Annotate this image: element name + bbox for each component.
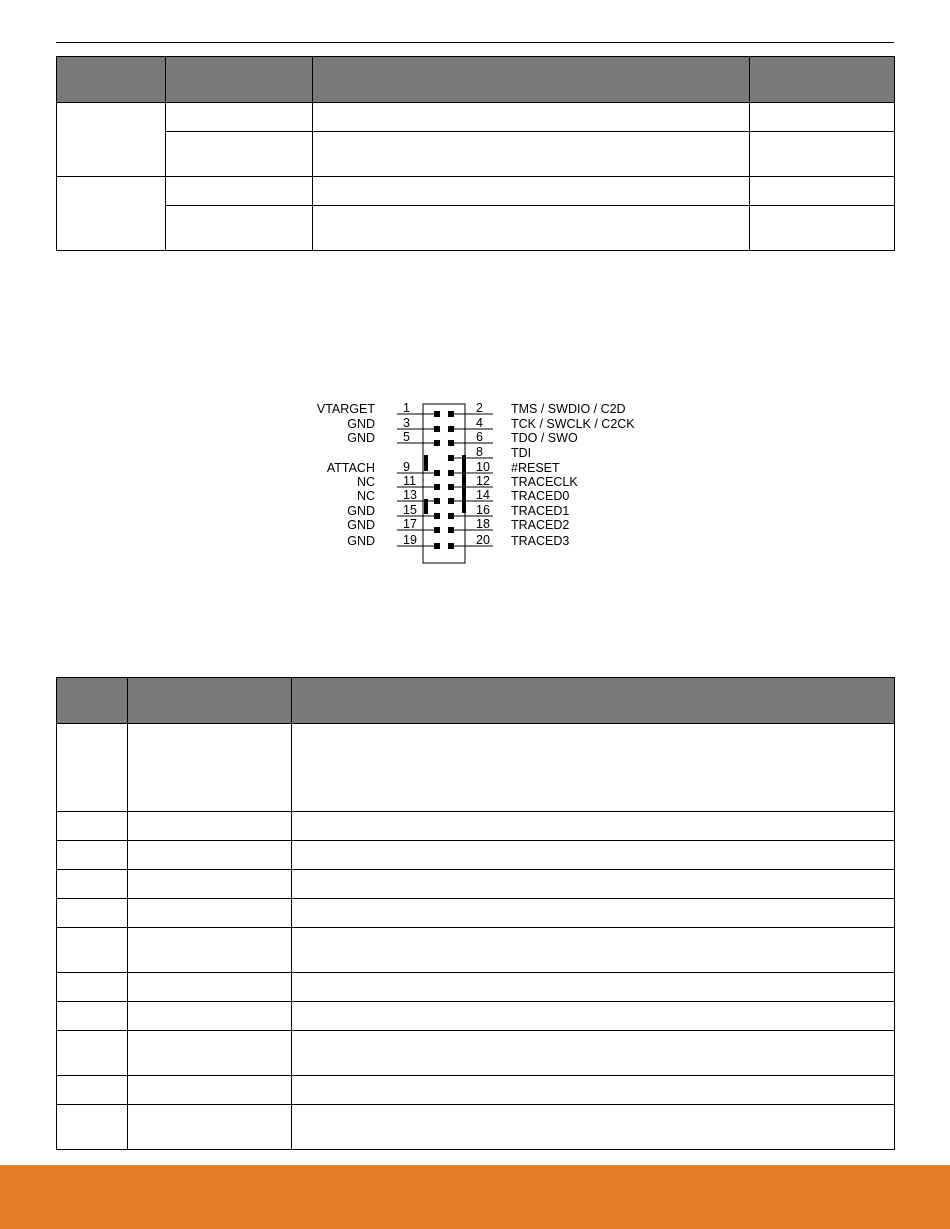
pin-pad-left bbox=[434, 498, 440, 504]
table-cell bbox=[313, 103, 750, 132]
table-cell bbox=[57, 724, 128, 812]
table-cell bbox=[313, 132, 750, 177]
table-cell bbox=[750, 132, 895, 177]
pin-number-left: 11 bbox=[403, 474, 416, 488]
table-header-cell bbox=[57, 678, 128, 724]
table-row bbox=[57, 870, 895, 899]
table-row bbox=[57, 973, 895, 1002]
pin-label-left: GND bbox=[347, 504, 375, 518]
pin-label-right: TRACED0 bbox=[511, 489, 570, 503]
table-cell bbox=[128, 1076, 292, 1105]
pin-number-left: 13 bbox=[403, 488, 417, 502]
pin-number-right: 20 bbox=[476, 533, 490, 547]
table-cell bbox=[292, 841, 895, 870]
table-row bbox=[57, 841, 895, 870]
pin-number-left: 17 bbox=[403, 517, 417, 531]
table-cell bbox=[128, 1105, 292, 1150]
table-cell bbox=[128, 973, 292, 1002]
table-cell bbox=[128, 812, 292, 841]
table-cell bbox=[292, 870, 895, 899]
table-cell bbox=[128, 1031, 292, 1076]
table-cell bbox=[57, 812, 128, 841]
pin-number-right: 4 bbox=[476, 416, 483, 430]
table-row bbox=[57, 1076, 895, 1105]
pin-number-right: 2 bbox=[476, 401, 483, 415]
table-header-cell bbox=[57, 57, 166, 103]
pin-label-right: TRACED1 bbox=[511, 504, 570, 518]
pin-label-right: TRACED3 bbox=[511, 534, 570, 548]
pin-pad-left bbox=[434, 426, 440, 432]
pin-number-left: 3 bbox=[403, 416, 410, 430]
table-row bbox=[57, 1105, 895, 1150]
connector-summary-table bbox=[56, 56, 895, 251]
table-header-row bbox=[57, 57, 895, 103]
keying-bar-trace bbox=[462, 455, 466, 513]
table-cell bbox=[128, 899, 292, 928]
table-cell bbox=[128, 1002, 292, 1031]
table-cell bbox=[128, 870, 292, 899]
table-row bbox=[57, 177, 895, 206]
pin-number-right: 8 bbox=[476, 445, 483, 459]
pin-label-left: NC bbox=[356, 475, 375, 489]
pin-pad-left bbox=[434, 411, 440, 417]
pin-label-left: GND bbox=[347, 431, 375, 445]
table-row bbox=[57, 103, 895, 132]
table-cell bbox=[292, 1002, 895, 1031]
table-cell bbox=[57, 841, 128, 870]
pin-number-left: 15 bbox=[403, 503, 417, 517]
pin-label-left: GND bbox=[347, 534, 375, 548]
pin-number-right: 16 bbox=[476, 503, 490, 517]
pin-pad-left bbox=[434, 440, 440, 446]
table-header-cell bbox=[292, 678, 895, 724]
table-row bbox=[57, 132, 895, 177]
pin-pad-left bbox=[434, 513, 440, 519]
table-cell bbox=[292, 812, 895, 841]
footer-bar bbox=[0, 1165, 950, 1229]
table-cell bbox=[166, 103, 313, 132]
table-cell bbox=[57, 870, 128, 899]
pin-label-right: #RESET bbox=[511, 461, 560, 475]
table-row bbox=[57, 928, 895, 973]
pin-label-left: GND bbox=[347, 417, 375, 431]
table-header-row bbox=[57, 678, 895, 724]
group-cell bbox=[57, 103, 166, 177]
pin-pad-left bbox=[434, 527, 440, 533]
pin-pad-right bbox=[448, 455, 454, 461]
table-cell bbox=[292, 973, 895, 1002]
pin-label-right: TRACED2 bbox=[511, 518, 570, 532]
connector-body bbox=[423, 404, 465, 563]
table-cell bbox=[750, 206, 895, 251]
pin-pad-left bbox=[434, 484, 440, 490]
pin-number-left: 5 bbox=[403, 430, 410, 444]
group-cell bbox=[57, 177, 166, 251]
header-rule bbox=[56, 42, 894, 43]
table-cell bbox=[57, 899, 128, 928]
pin-label-right: TRACECLK bbox=[511, 475, 578, 489]
table-row bbox=[57, 206, 895, 251]
pin-pad-right bbox=[448, 513, 454, 519]
pin-pad-left bbox=[434, 543, 440, 549]
table-row bbox=[57, 1031, 895, 1076]
pin-number-left: 19 bbox=[403, 533, 417, 547]
table-row bbox=[57, 812, 895, 841]
table-cell bbox=[292, 1105, 895, 1150]
table-header-cell bbox=[313, 57, 750, 103]
pin-pad-right bbox=[448, 543, 454, 549]
pin-number-left: 9 bbox=[403, 460, 410, 474]
pin-label-right: TDI bbox=[511, 446, 532, 460]
pin-number-right: 10 bbox=[476, 460, 490, 474]
table-cell bbox=[57, 1002, 128, 1031]
table-cell bbox=[128, 841, 292, 870]
pin-pad-right bbox=[448, 411, 454, 417]
table-header-cell bbox=[128, 678, 292, 724]
pin-pad-right bbox=[448, 440, 454, 446]
pin-number-right: 6 bbox=[476, 430, 483, 444]
table-row bbox=[57, 899, 895, 928]
connector-pinout-diagram bbox=[300, 398, 650, 568]
table-cell bbox=[166, 206, 313, 251]
table-cell bbox=[292, 1076, 895, 1105]
pin-pad-left bbox=[434, 470, 440, 476]
table-cell bbox=[292, 1031, 895, 1076]
pin-number-right: 14 bbox=[476, 488, 490, 502]
table-cell bbox=[750, 103, 895, 132]
pin-number-left: 1 bbox=[403, 401, 410, 415]
table-cell bbox=[166, 132, 313, 177]
pin-label-left: NC bbox=[356, 489, 375, 503]
pin-description-table bbox=[56, 677, 895, 1150]
table-cell bbox=[57, 973, 128, 1002]
table-cell bbox=[57, 1076, 128, 1105]
table-cell bbox=[166, 177, 313, 206]
pin-pad-right bbox=[448, 527, 454, 533]
table-cell bbox=[313, 206, 750, 251]
pin-number-right: 18 bbox=[476, 517, 490, 531]
table-cell bbox=[313, 177, 750, 206]
pin-pad-right bbox=[448, 426, 454, 432]
pin-pad-right bbox=[448, 470, 454, 476]
pin-pad-right bbox=[448, 484, 454, 490]
table-cell bbox=[292, 928, 895, 973]
table-row bbox=[57, 724, 895, 812]
pin-label-left: VTARGET bbox=[316, 402, 375, 416]
keying-bar-attach bbox=[424, 455, 428, 471]
table-header-cell bbox=[166, 57, 313, 103]
table-row bbox=[57, 1002, 895, 1031]
pin-label-right: TMS / SWDIO / C2D bbox=[511, 402, 626, 416]
table-cell bbox=[292, 724, 895, 812]
table-cell bbox=[57, 928, 128, 973]
table-cell bbox=[128, 928, 292, 973]
pin-pad-right bbox=[448, 498, 454, 504]
table-cell bbox=[57, 1031, 128, 1076]
pin-label-right: TDO / SWO bbox=[511, 431, 578, 445]
pin-label-left: GND bbox=[347, 518, 375, 532]
keying-bar-nc bbox=[424, 499, 428, 514]
table-cell bbox=[128, 724, 292, 812]
pin-label-left: ATTACH bbox=[326, 461, 375, 475]
table-cell bbox=[750, 177, 895, 206]
table-cell bbox=[292, 899, 895, 928]
pin-number-right: 12 bbox=[476, 474, 490, 488]
table-header-cell bbox=[750, 57, 895, 103]
table-cell bbox=[57, 1105, 128, 1150]
pin-label-right: TCK / SWCLK / C2CK bbox=[511, 417, 635, 431]
